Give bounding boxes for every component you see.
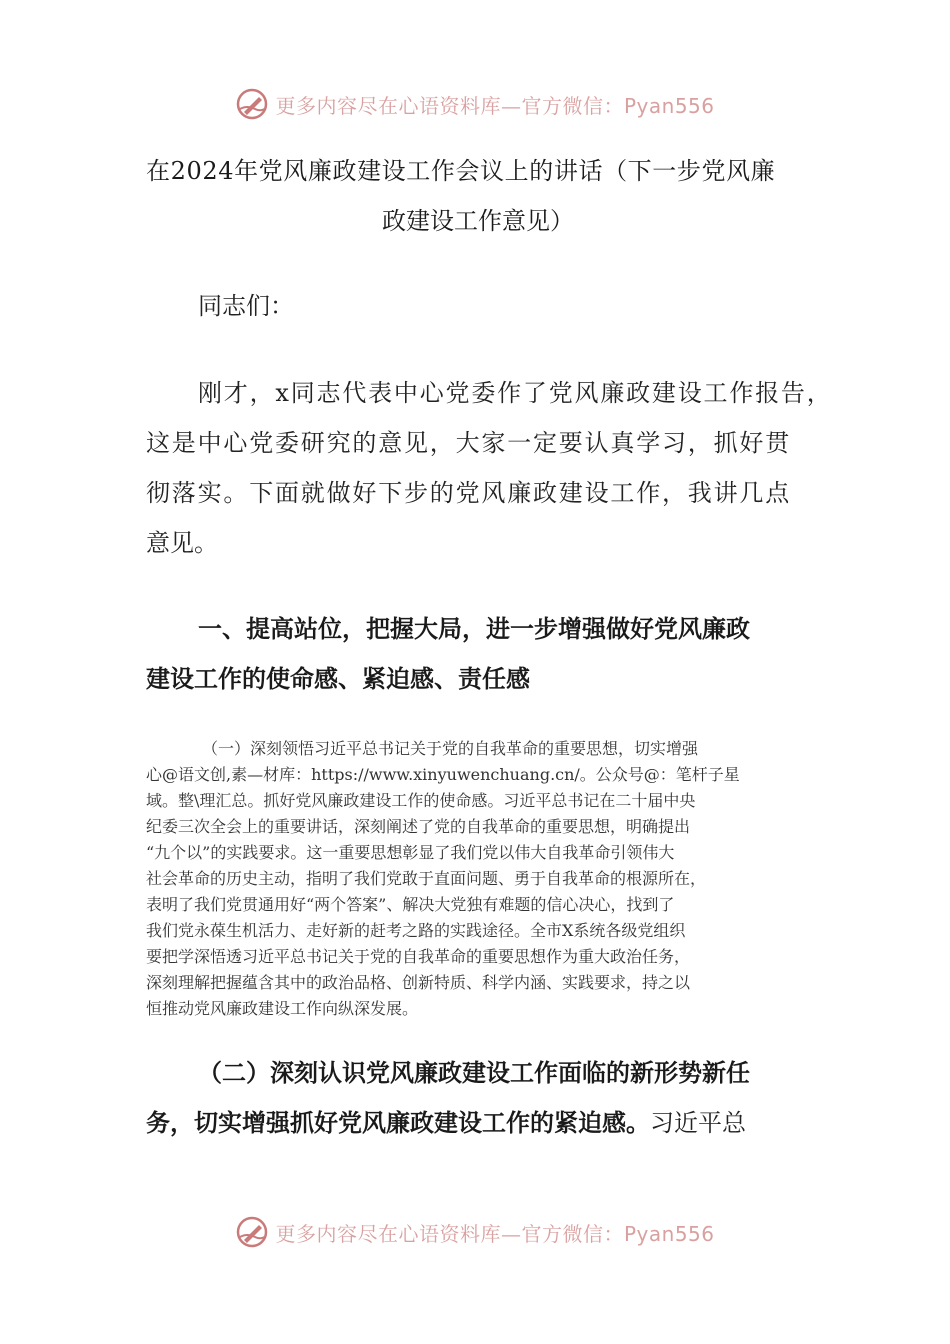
subsection-2-heading-1: （二）深刻认识党风廉政建设工作面临的新形势新任 [198,1059,750,1087]
bottom-banner [0,1212,950,1252]
subsection-1-paragraph [146,736,810,1022]
intro-line: 意见。 [146,529,218,557]
section-heading-1 [146,604,810,704]
title-line-1: 在2024年党风廉政建设工作会议上的讲话（下一步党风廉 [146,157,776,185]
pen-logo-icon [235,1215,269,1249]
small-line: 纪委三次全会上的重要讲话，深刻阐述了党的自我革命的重要思想，明确提出 [146,817,691,836]
small-line: 表明了我们党贯通用好“两个答案”、解决大党独有难题的信心决心，找到了 [146,895,675,914]
banner-text [275,90,714,119]
subsection-2-text: 习近平总 [650,1109,746,1137]
small-line: “九个以”的实践要求。这一重要思想彰显了我们党以伟大自我革命引领伟大 [146,843,675,862]
top-banner [0,84,950,124]
intro-line: 彻落实。下面就做好下步的党风廉政建设工作，我讲几点 [146,479,791,507]
small-line: （一）深刻领悟习近平总书记关于党的自我革命的重要思想，切实增强 [202,739,699,758]
small-line: 恒推动党风廉政建设工作向纵深发展。 [146,999,419,1018]
banner-label: 更多内容尽在心语资料库—官方微信： [275,93,624,118]
wechat-id: Pyan556 [623,93,715,118]
intro-paragraph [146,368,833,568]
wechat-id: Pyan556 [623,1221,715,1246]
banner-label: 更多内容尽在心语资料库—官方微信： [275,1221,624,1246]
document-title [146,146,810,246]
small-line: 域。整\理汇总。抓好党风廉政建设工作的使命感。习近平总书记在二十届中央 [146,791,696,810]
banner-text [275,1218,714,1247]
small-line: 深刻理解把握蕴含其中的政治品格、创新特质、科学内涵、实践要求，持之以 [146,973,691,992]
intro-line: 这是中心党委研究的意见，大家一定要认真学习，抓好贯 [146,429,791,457]
small-line: 社会革命的历史主动，指明了我们党敢于直面问题、勇于自我革命的根源所在， [146,869,707,888]
heading-line: 一、提高站位，把握大局，进一步增强做好党风廉政 [198,615,750,643]
subsection-2-heading-2: 务，切实增强抓好党风廉政建设工作的紧迫感。 [146,1109,650,1137]
heading-line: 建设工作的使命感、紧迫感、责任感 [146,665,530,693]
greeting: 同志们： [198,292,294,320]
small-line: 要把学深悟透习近平总书记关于党的自我革命的重要思想作为重大政治任务， [146,947,691,966]
subsection-2-paragraph [146,1048,816,1148]
title-line-2: 政建设工作意见） [382,207,574,235]
small-line: 心@语文创,素—材库：https://www.xinyuwenchuang.cn/。公众号@：笔杆子星 [146,765,740,784]
small-line: 我们党永葆生机活力、走好新的赶考之路的实践途径。全市X系统各级党组织 [146,921,686,940]
intro-line: 刚才，x同志代表中心党委作了党风廉政建设工作报告， [198,379,833,407]
pen-logo-icon [235,87,269,121]
